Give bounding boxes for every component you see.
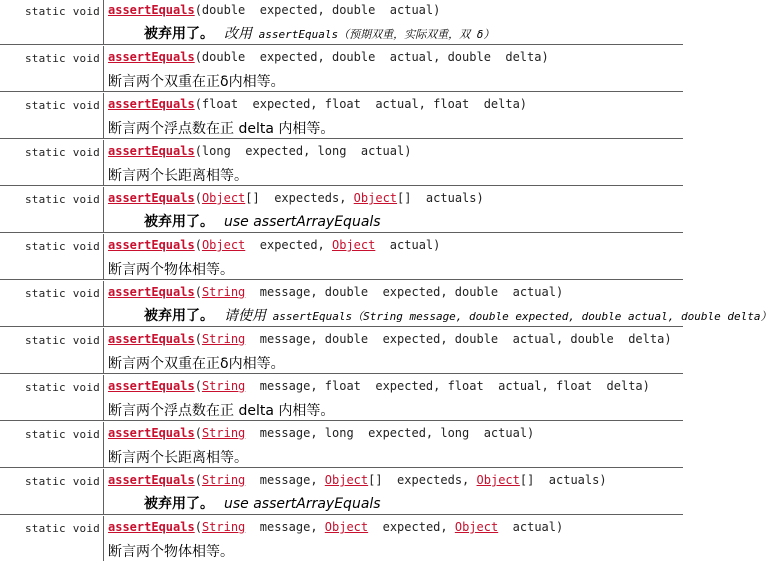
- column-divider: [103, 516, 104, 561]
- column-divider: [103, 187, 104, 232]
- method-signature: [108, 144, 411, 158]
- param-text: [] expecteds,: [245, 191, 354, 205]
- table-row: [0, 328, 683, 374]
- method-signature: [108, 50, 549, 64]
- param-text: (: [194, 473, 202, 487]
- param-text: (: [194, 426, 202, 440]
- type-link[interactable]: Object: [201, 238, 246, 252]
- modifier-type: static void: [24, 381, 100, 394]
- type-link[interactable]: String: [201, 520, 246, 534]
- type-link[interactable]: Object: [454, 520, 499, 534]
- method-signature: [108, 191, 484, 205]
- method-description: 断言两个长距离相等。: [108, 168, 248, 184]
- table-row: [0, 187, 683, 233]
- deprecation-code: assertEquals（预期双重，实际双重，双 δ）: [252, 28, 495, 41]
- method-link[interactable]: assertEquals: [108, 520, 195, 534]
- type-link[interactable]: Object: [324, 473, 369, 487]
- method-signature: [108, 97, 527, 111]
- modifier-type: static void: [24, 287, 100, 300]
- deprecation-note: [144, 493, 381, 513]
- method-link[interactable]: assertEquals: [108, 144, 195, 158]
- column-divider: [103, 234, 104, 279]
- method-link[interactable]: assertEquals: [108, 238, 195, 252]
- param-text: actual): [498, 520, 564, 534]
- deprecation-note: [144, 305, 771, 325]
- column-divider: [103, 93, 104, 138]
- deprecated-label: 被弃用了。: [144, 496, 214, 512]
- param-text: message, float expected, float actual, float delta): [245, 379, 650, 393]
- param-text: (: [194, 332, 202, 346]
- modifier-type: static void: [24, 240, 100, 253]
- method-link[interactable]: assertEquals: [108, 191, 195, 205]
- column-divider: [103, 140, 104, 185]
- type-link[interactable]: Object: [324, 520, 369, 534]
- table-row: [0, 422, 683, 468]
- param-text: (double expected, double actual): [194, 3, 441, 17]
- table-row: [0, 469, 683, 515]
- method-signature: [108, 3, 440, 17]
- modifier-type: static void: [24, 193, 100, 206]
- type-link[interactable]: Object: [201, 191, 246, 205]
- method-link[interactable]: assertEquals: [108, 97, 195, 111]
- type-link[interactable]: String: [201, 379, 246, 393]
- param-text: expected,: [245, 238, 332, 252]
- method-signature: [108, 473, 607, 487]
- param-text: message,: [245, 520, 325, 534]
- param-text: message, double expected, double actual): [245, 285, 564, 299]
- param-text: (long expected, long actual): [194, 144, 412, 158]
- method-signature: [108, 520, 563, 534]
- param-text: actual): [375, 238, 441, 252]
- column-divider: [103, 328, 104, 373]
- deprecated-label: 被弃用了。: [144, 26, 214, 42]
- column-divider: [103, 46, 104, 91]
- param-text: (: [194, 285, 202, 299]
- column-divider: [103, 281, 104, 326]
- type-link[interactable]: String: [201, 426, 246, 440]
- param-text: (: [194, 238, 202, 252]
- modifier-type: static void: [24, 522, 100, 535]
- method-signature: [108, 332, 672, 346]
- table-row: [0, 516, 683, 561]
- method-link[interactable]: assertEquals: [108, 50, 195, 64]
- method-link[interactable]: assertEquals: [108, 426, 195, 440]
- method-description: 断言两个长距离相等。: [108, 450, 248, 466]
- type-link[interactable]: Object: [353, 191, 398, 205]
- param-text: (float expected, float actual, float delta): [194, 97, 528, 111]
- deprecation-note: [144, 211, 381, 231]
- method-link[interactable]: assertEquals: [108, 3, 195, 17]
- column-divider: [103, 375, 104, 420]
- method-description: 断言两个物体相等。: [108, 262, 234, 278]
- param-text: expected,: [368, 520, 455, 534]
- method-signature: [108, 285, 563, 299]
- method-link[interactable]: assertEquals: [108, 332, 195, 346]
- modifier-type: static void: [24, 5, 100, 18]
- table-row: [0, 234, 683, 280]
- method-description: 断言两个浮点数在正 delta 内相等。: [108, 121, 335, 137]
- column-divider: [103, 469, 104, 514]
- deprecation-advice: 改用: [224, 26, 252, 42]
- param-text: message, long expected, long actual): [245, 426, 535, 440]
- deprecation-note: [144, 23, 494, 43]
- type-link[interactable]: String: [201, 473, 246, 487]
- table-row: [0, 281, 771, 327]
- modifier-type: static void: [24, 428, 100, 441]
- type-link[interactable]: String: [201, 332, 246, 346]
- table-row: [0, 375, 683, 421]
- modifier-type: static void: [24, 52, 100, 65]
- deprecated-label: 被弃用了。: [144, 214, 214, 230]
- type-link[interactable]: Object: [332, 238, 376, 252]
- param-text: (: [194, 379, 202, 393]
- method-description: 断言两个双重在正δ内相等。: [108, 74, 285, 90]
- param-text: (: [194, 191, 202, 205]
- column-divider: [103, 422, 104, 467]
- deprecation-advice: 请使用: [224, 308, 266, 324]
- table-row: [0, 93, 683, 139]
- modifier-type: static void: [24, 146, 100, 159]
- deprecation-advice: use assertArrayEquals: [224, 214, 381, 230]
- deprecation-advice: use assertArrayEquals: [224, 496, 381, 512]
- param-text: message,: [245, 473, 325, 487]
- type-link[interactable]: String: [201, 285, 246, 299]
- method-link[interactable]: assertEquals: [108, 285, 195, 299]
- deprecated-label: 被弃用了。: [144, 308, 214, 324]
- type-link[interactable]: Object: [476, 473, 520, 487]
- param-text: message, double expected, double actual, double delta): [245, 332, 672, 346]
- method-signature: [108, 379, 650, 393]
- method-signature: [108, 238, 440, 252]
- column-divider: [103, 0, 104, 44]
- deprecation-code: assertEquals（String message, double expected, double actual, double delta）: [266, 310, 771, 323]
- method-signature: [108, 426, 534, 440]
- param-text: [] expecteds,: [368, 473, 477, 487]
- param-text: [] actuals): [397, 191, 484, 205]
- method-link[interactable]: assertEquals: [108, 379, 195, 393]
- param-text: [] actuals): [519, 473, 607, 487]
- modifier-type: static void: [24, 99, 100, 112]
- modifier-type: static void: [24, 334, 100, 347]
- param-text: (: [194, 520, 202, 534]
- method-description: 断言两个浮点数在正 delta 内相等。: [108, 403, 335, 419]
- method-description: 断言两个双重在正δ内相等。: [108, 356, 285, 372]
- table-row: [0, 46, 683, 92]
- param-text: (double expected, double actual, double delta): [194, 50, 549, 64]
- table-row: [0, 0, 683, 45]
- method-description: 断言两个物体相等。: [108, 544, 234, 560]
- modifier-type: static void: [24, 475, 100, 488]
- method-link[interactable]: assertEquals: [108, 473, 195, 487]
- table-row: [0, 140, 683, 186]
